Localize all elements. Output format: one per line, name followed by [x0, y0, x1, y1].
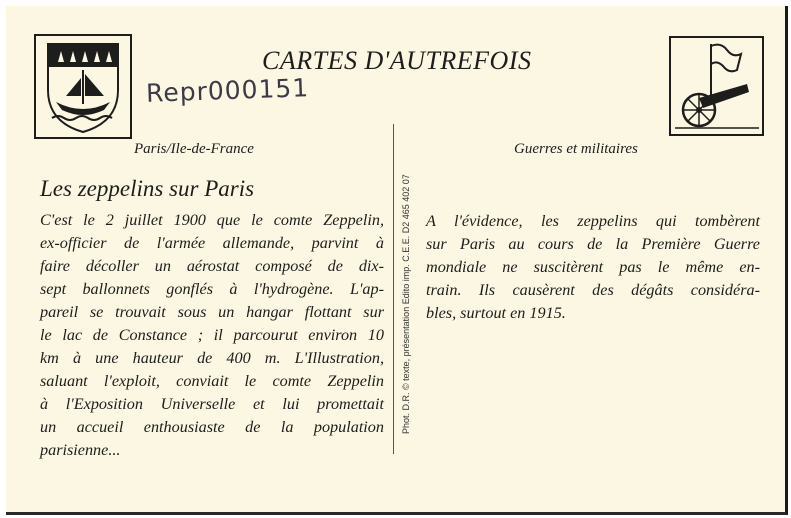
- region-label: Paris/Ile-de-France: [134, 141, 254, 157]
- text-line: saluant l'exploit, conviait le comte Zeppelin: [40, 372, 384, 390]
- text-line: sur Paris au cours de la Première Guerre: [426, 235, 760, 253]
- category-label: Guerres et militaires: [514, 141, 638, 157]
- text-line: A l'évidence, les zeppelins qui tombèrent: [426, 212, 760, 230]
- article-heading: Les zeppelins sur Paris: [40, 176, 255, 201]
- postcard-back: [6, 6, 788, 515]
- text-line: bles, surtout en 1915.: [426, 304, 566, 322]
- text-line: sept ballonnets gonflés à l'hydrogène. L'ap-: [40, 280, 384, 298]
- text-line: km à une hauteur de 400 m. L'Illustration,: [40, 349, 384, 367]
- text-line: ex-officier de l'armée allemande, parvint à: [40, 234, 384, 252]
- text-line: pareil se trouvait sous un hangar flottant sur: [40, 303, 384, 321]
- cannon-with-flag-icon: [669, 36, 764, 136]
- handwritten-reference: Repr000151: [145, 73, 310, 108]
- paris-coat-of-arms-icon: [34, 34, 132, 139]
- text-line: C'est le 2 juillet 1900 que le comte Zeppelin,: [40, 211, 384, 229]
- text-line: train. Ils causèrent des dégâts considéra-: [426, 281, 760, 299]
- text-line: un accueil enthousiaste de la population: [40, 418, 384, 436]
- text-line: mondiale ne suscitèrent pas le même en-: [426, 258, 760, 276]
- collection-title: CARTES D'AUTREFOIS: [262, 46, 532, 75]
- article-text-right: [426, 210, 760, 325]
- photo-credit: Phot. D.R. © texte, présentation Edito imp. C.E.E. D2 465 402 07: [401, 174, 411, 434]
- text-line: parisienne...: [40, 441, 121, 459]
- text-line: à l'Exposition Universelle et lui promettait: [40, 395, 384, 413]
- text-line: le lac de Constance ; il parcourut environ 10: [40, 326, 384, 344]
- article-text-left: [40, 209, 384, 462]
- text-line: faire décoller un aérostat composé de dix-: [40, 257, 384, 275]
- center-divider: [393, 124, 394, 454]
